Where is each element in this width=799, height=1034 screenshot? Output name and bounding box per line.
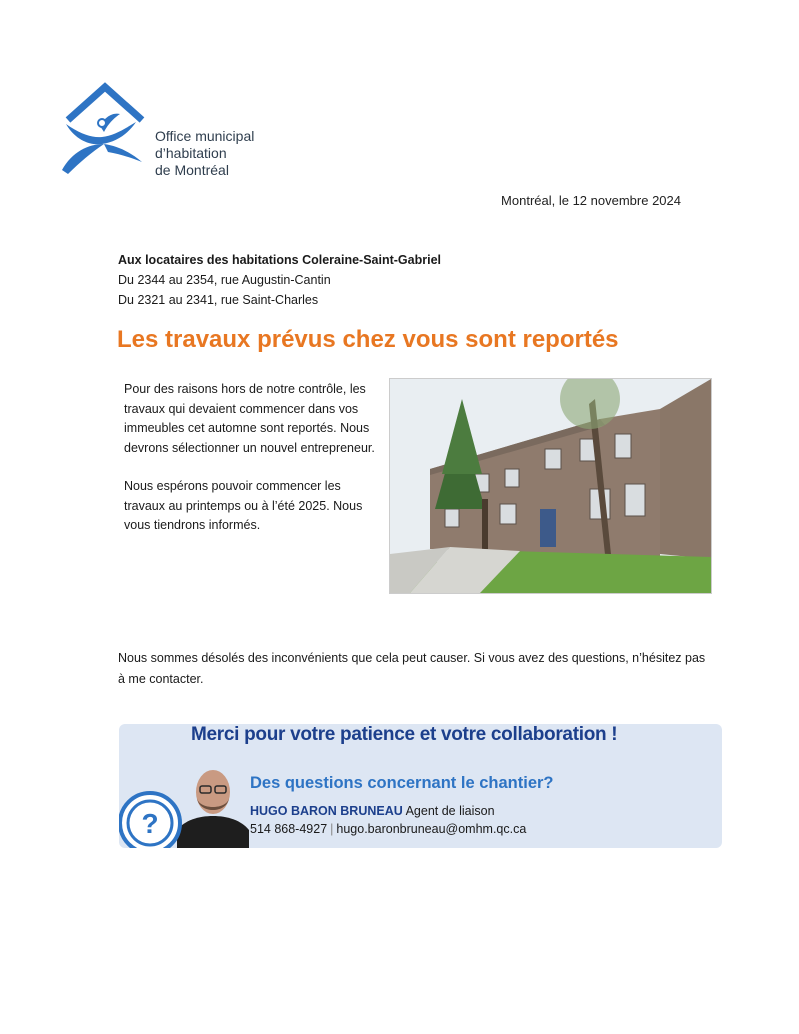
contact-details [250,822,526,836]
contact-line [250,804,495,818]
recipient: Aux locataires des habitations Coleraine-Saint-Gabriel [118,253,442,267]
letter-date: Montréal, le 12 novembre 2024 [501,193,681,208]
contact-name: HUGO BARON BRUNEAU [250,804,403,818]
org-name-line1: Office municipal [155,128,255,144]
address-line-1: Du 2344 au 2354, rue Augustin-Cantin [118,273,331,287]
contact-photo [177,752,249,848]
letter-title: Les travaux prévus chez vous sont reportés [117,326,619,353]
question-circle-icon [119,790,183,848]
closing-text: Nous sommes désolés des inconvénients que cela peut causer. Si vous avez des questions, n’hésitez pas à me contacter. [118,651,706,686]
org-name-line3: de Montréal [155,162,229,178]
address-line-2: Du 2321 au 2341, rue Saint-Charles [118,293,319,307]
contact-banner [119,724,722,848]
org-name-line2: d’habitation [155,145,227,161]
body-text [124,380,379,555]
contact-separator: | [330,822,334,836]
banner-title: Merci pour votre patience et votre collaboration ! [191,724,618,745]
paragraph-2: Nous espérons pouvoir commencer les travaux au printemps ou à l’été 2025. Nous vous tiendrons informés. [124,479,363,532]
banner-question: Des questions concernant le chantier? [250,774,554,792]
org-name [155,128,254,179]
contact-role: Agent de liaison [405,804,495,818]
question-mark: ? [141,808,159,839]
contact-phone[interactable]: 514 868-4927 [250,822,328,836]
building-photo [389,378,712,594]
recipient-block [118,250,441,310]
paragraph-1: Pour des raisons hors de notre contrôle, les travaux qui devaient commencer dans vos immeubles cet automne sont reportés. Nous devrons sélectionner un nouvel entrepreneur. [124,382,375,455]
contact-email[interactable]: hugo.baronbruneau@omhm.qc.ca [336,822,527,836]
